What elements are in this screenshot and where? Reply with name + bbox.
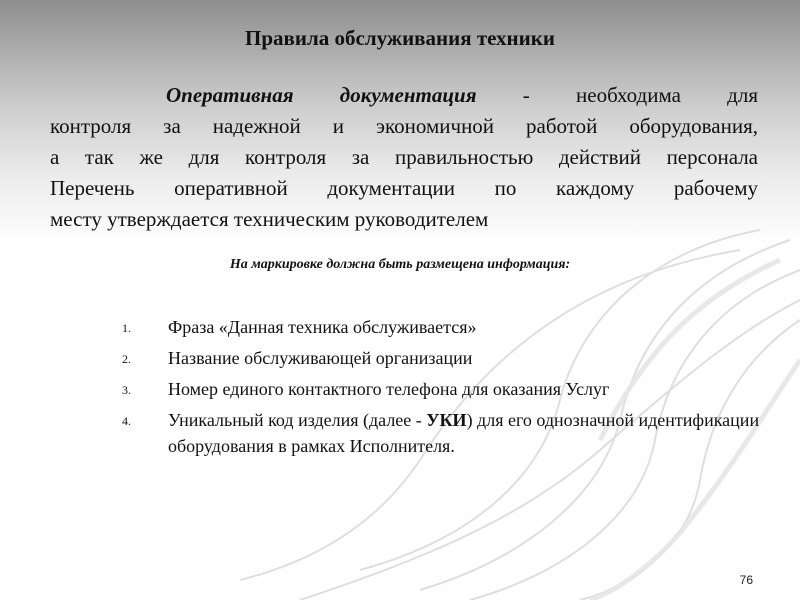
list-item-text-bold: УКИ (426, 410, 467, 430)
list-item-number: 1. (122, 321, 131, 335)
list-item (122, 345, 762, 371)
marking-info-list (122, 314, 762, 464)
intro-lead-term: Оперативная документация (166, 83, 477, 107)
intro-line-4: Перечень оперативной документации по каждому рабочему (50, 176, 758, 200)
list-item-number: 2. (122, 352, 131, 366)
list-item-number: 4. (122, 414, 131, 428)
list-item-number: 3. (122, 383, 131, 397)
list-item-text: Название обслуживающей организации (168, 348, 473, 368)
marking-subheading: На маркировке должна быть размещена информация: (229, 257, 571, 272)
list-item (122, 407, 762, 459)
list-item-text: Фраза «Данная техника обслуживается» (168, 317, 477, 337)
intro-line-1 (50, 80, 758, 111)
list-item-text: Номер единого контактного телефона для оказания Услуг (168, 379, 610, 399)
intro-line-1-text: - необходима для (522, 83, 759, 107)
intro-line-2: контроля за надежной и экономичной работой оборудования, (50, 114, 758, 138)
intro-line-3: а так же для контроля за правильностью действий персонала (50, 145, 758, 169)
intro-paragraph (50, 80, 758, 235)
list-item (122, 376, 762, 402)
slide-title: Правила обслуживания техники (245, 26, 555, 50)
list-item (122, 314, 762, 340)
page-number: 76 (739, 573, 753, 587)
list-item-text-after: ) для его однозначной идентификации оборудования в рамках Исполнителя. (168, 410, 760, 456)
list-item-text-before: Уникальный код изделия (далее - (168, 410, 427, 430)
intro-line-5: месту утверждается техническим руководителем (50, 207, 489, 231)
